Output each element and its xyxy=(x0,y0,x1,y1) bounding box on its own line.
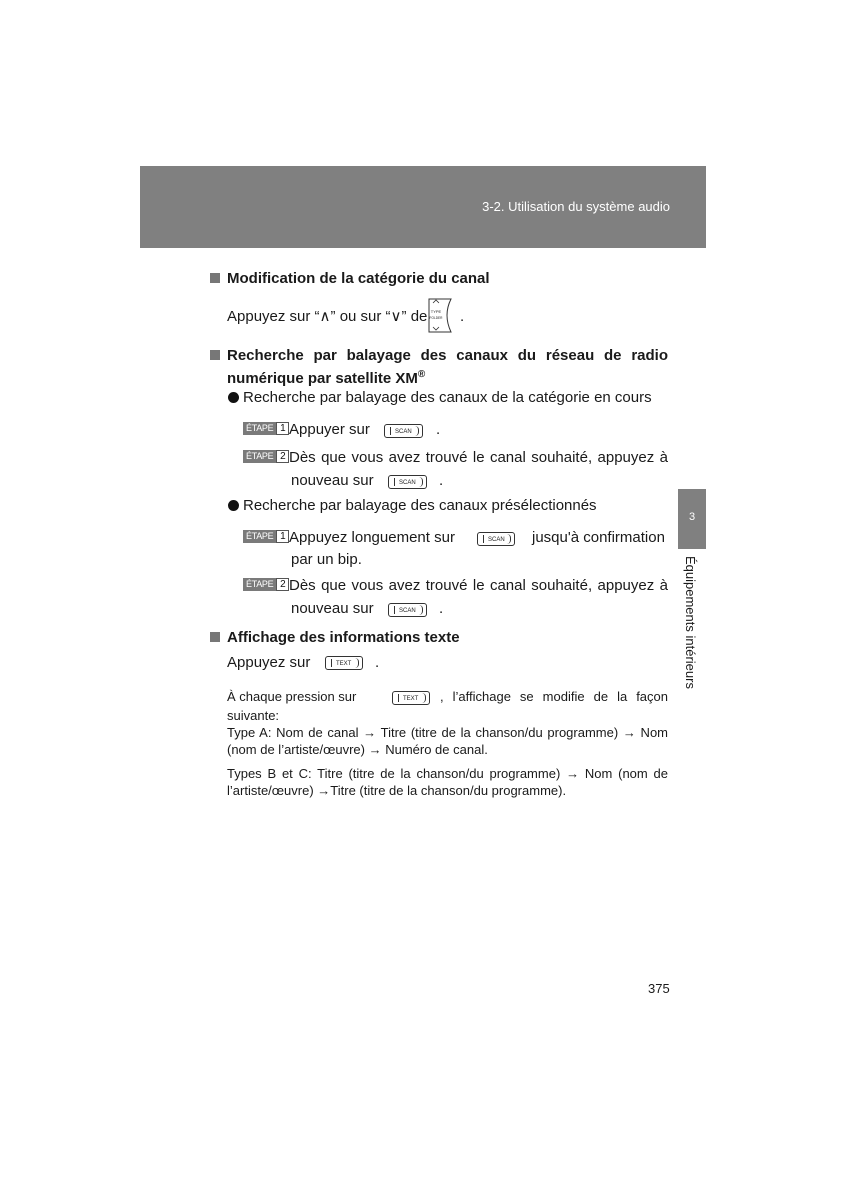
step-label: ÉTAPE xyxy=(243,530,276,543)
category-instruction xyxy=(227,307,427,326)
button-label: TEXT xyxy=(336,661,352,667)
scan-button-icon xyxy=(388,603,427,617)
step-text: par un bip. xyxy=(291,551,362,568)
bullet-icon xyxy=(228,392,239,403)
knob-label-type: TYPE xyxy=(430,309,442,314)
chapter-label: Équipements intérieurs xyxy=(683,556,698,689)
heading-text: Modification de la catégorie du canal xyxy=(227,270,490,287)
up-arrow-symbol: ∧ xyxy=(319,308,331,325)
button-label: SCAN xyxy=(399,608,416,614)
step-badge xyxy=(243,530,289,543)
instr-text: Appuyez sur “ xyxy=(227,308,320,325)
type-bc-text: l’artiste/œuvre) →Titre (titre de la chanson/du programme). xyxy=(227,783,567,798)
heading-xm-scan xyxy=(210,346,668,388)
type-a-text: Type A: Nom de canal → Titre (titre de la chanson/du programme) → Nom xyxy=(227,725,668,740)
heading-square-icon xyxy=(210,350,220,360)
period: . xyxy=(439,472,444,489)
bullet-preset-channels: Recherche par balayage des canaux présélectionnés xyxy=(243,497,597,514)
step-badge xyxy=(243,422,289,435)
step-text: Appuyez longuement sur xyxy=(289,529,455,546)
text-button-icon xyxy=(392,691,430,705)
text-instruction: Appuyez sur xyxy=(227,654,311,671)
heading-square-icon xyxy=(210,632,220,642)
step-text: jusqu'à confirmation xyxy=(532,529,665,546)
period: . xyxy=(436,421,441,438)
down-arrow-symbol: ∨ xyxy=(390,308,402,325)
period: . xyxy=(375,654,380,671)
period: . xyxy=(460,308,465,325)
instr-text: ” ou sur “ xyxy=(330,308,391,325)
type-bc-text: Types B et C: Titre (titre de la chanson/du programme) → Nom (nom de xyxy=(227,766,668,781)
step-text: nouveau sur xyxy=(291,472,374,489)
step-badge xyxy=(243,578,289,591)
button-label: TEXT xyxy=(403,696,419,702)
type-folder-knob-icon xyxy=(427,298,457,333)
step-text: nouveau sur xyxy=(291,600,374,617)
chapter-number: 3 xyxy=(688,511,696,523)
step-label: ÉTAPE xyxy=(243,450,276,463)
button-label: SCAN xyxy=(399,480,416,486)
heading-square-icon xyxy=(210,273,220,283)
step-number: 1 xyxy=(276,530,289,543)
instr-text: ” de xyxy=(401,308,428,325)
heading-text: Affichage des informations texte xyxy=(227,629,460,646)
scan-button-icon xyxy=(384,424,423,438)
note-text: À chaque pression sur xyxy=(227,689,357,704)
step-number: 2 xyxy=(276,450,289,463)
page-number: 375 xyxy=(648,981,670,996)
note-text: suivante: xyxy=(227,708,280,723)
scan-button-icon xyxy=(477,532,515,546)
heading-text-info xyxy=(210,628,668,647)
step-label: ÉTAPE xyxy=(243,422,276,435)
heading-text: Recherche par balayage des canaux du réseau de radio numérique par satellite XM xyxy=(227,347,668,387)
step-number: 2 xyxy=(276,578,289,591)
text-button-icon xyxy=(325,656,363,670)
type-a-text: (nom de l’artiste/œuvre) → Numéro de canal. xyxy=(227,742,488,757)
step-text: Dès que vous avez trouvé le canal souhaité, appuyez à xyxy=(289,449,668,466)
button-label: SCAN xyxy=(395,429,412,435)
heading-channel-category xyxy=(210,269,668,288)
registered-mark: ® xyxy=(417,369,426,380)
step-label: ÉTAPE xyxy=(243,578,276,591)
button-label: SCAN xyxy=(488,537,505,543)
step-text: Appuyer sur xyxy=(289,421,370,438)
step-text: Dès que vous avez trouvé le canal souhaité, appuyez à xyxy=(289,577,668,594)
step-number: 1 xyxy=(276,422,289,435)
period: . xyxy=(439,600,444,617)
bullet-icon xyxy=(228,500,239,511)
bullet-current-category: Recherche par balayage des canaux de la catégorie en cours xyxy=(243,389,652,406)
knob-label-folder: FOLDER xyxy=(429,316,443,320)
note-text: , l’affichage se modifie de la façon xyxy=(440,689,668,704)
section-header-title: 3-2. Utilisation du système audio xyxy=(482,199,670,214)
scan-button-icon xyxy=(388,475,427,489)
step-badge xyxy=(243,450,289,463)
